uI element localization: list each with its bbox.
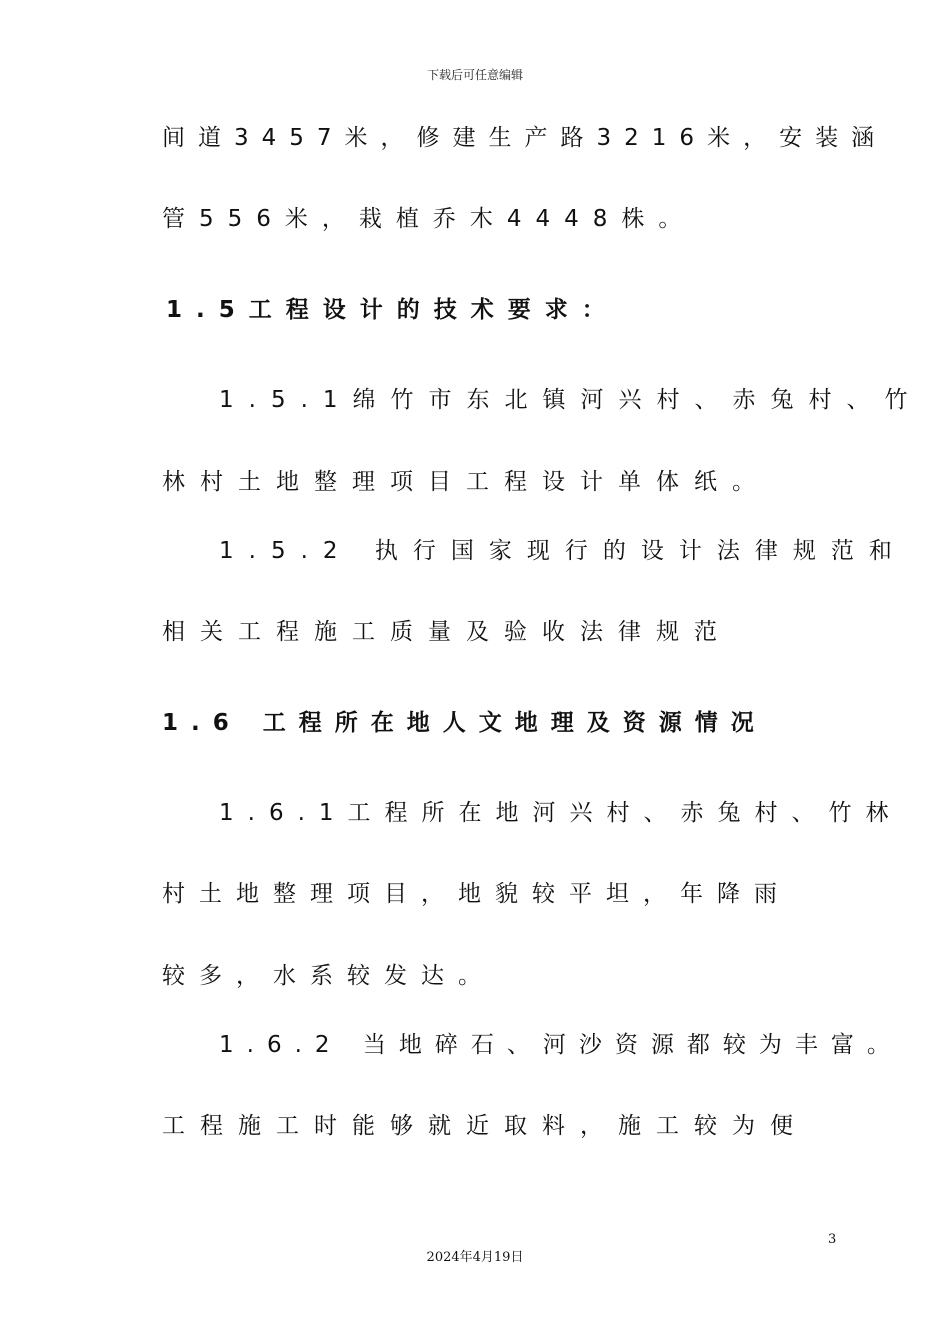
footer-date: 2024年4月19日	[426, 1250, 524, 1265]
section-heading-1-5: 1.5工程设计的技术要求：	[166, 297, 619, 323]
body-line-10: 村土地整理项目，地貌较平坦，年降雨	[162, 881, 791, 907]
body-line-12: 1.6.2 当地碎石、河沙资源都较为丰富。	[219, 1032, 903, 1058]
body-line-5: 林村土地整理项目工程设计单体纸。	[162, 469, 770, 495]
body-line-9: 1.6.1工程所在地河兴村、赤兔村、竹林	[219, 800, 903, 826]
body-line-2: 管556米，栽植乔木4448株。	[162, 206, 696, 232]
body-line-6: 1.5.2 执行国家现行的设计法律规范和	[219, 538, 907, 564]
body-line-1: 间道3457米，修建生产路3216米，安装涵	[162, 125, 888, 151]
section-heading-1-6: 1.6 工程所在地人文地理及资源情况	[162, 710, 767, 736]
body-line-7: 相关工程施工质量及验收法律规范	[162, 619, 732, 645]
page-header: 下载后可任意编辑	[426, 68, 523, 82]
page-number: 3	[828, 1232, 837, 1247]
body-line-11: 较多，水系较发达。	[162, 963, 495, 989]
body-line-4: 1.5.1绵竹市东北镇河兴村、赤兔村、竹	[219, 387, 923, 413]
body-line-13: 工程施工时能够就近取料，施工较为便	[162, 1113, 808, 1139]
